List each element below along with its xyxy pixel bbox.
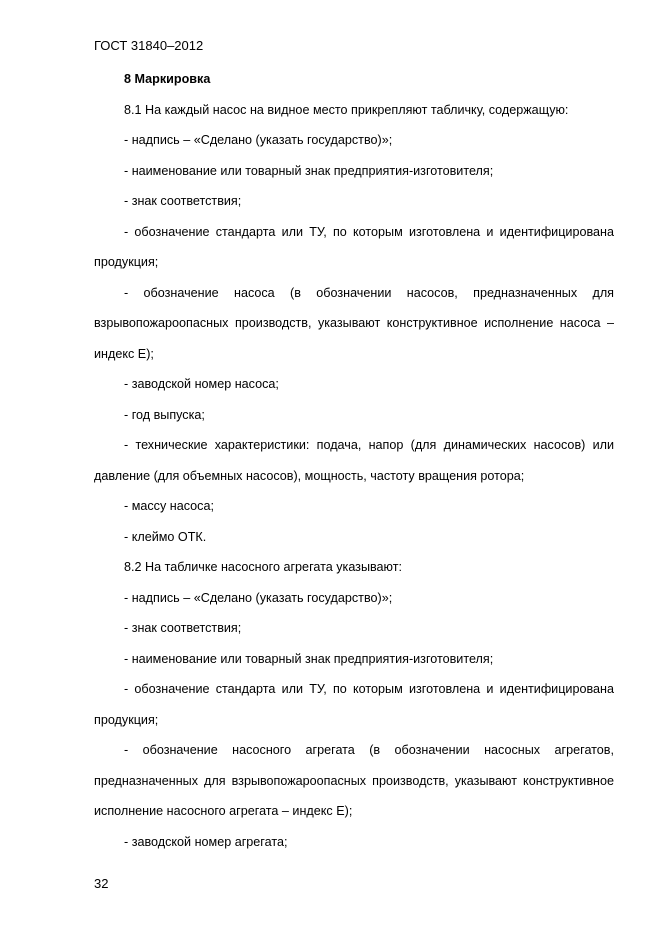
list-item: - массу насоса;	[124, 499, 214, 513]
document-header: ГОСТ 31840–2012	[94, 38, 204, 53]
paragraph: 8.2 На табличке насосного агрегата указывают:	[124, 560, 402, 574]
list-item: - наименование или товарный знак предприятия-изготовителя;	[124, 163, 494, 178]
list-item: - наименование или товарный знак предприятия-изготовителя;	[124, 651, 494, 666]
list-item: - знак соответствия;	[124, 194, 242, 208]
list-item: - технические характеристики: подача, напор (для динамических насосов) или давление (для объемных насосов), мощность, частоту вращения ротора;	[94, 438, 614, 483]
document-body	[94, 64, 614, 857]
list-item: - обозначение насосного агрегата (в обозначении насосных агрегатов, предназначенных для взрывопожароопасных производств, указывают конструктивное исполнение насосного агрегата – индекс Е);	[94, 743, 614, 818]
paragraph: 8.1 На каждый насос на видное место прикрепляют табличку, содержащую:	[124, 102, 569, 117]
list-item: - обозначение насоса (в обозначении насосов, предназначенных для взрывопожароопасных производств, указывают конструктивное исполнение насоса – индекс Е);	[94, 285, 614, 361]
list-item: - знак соответствия;	[124, 621, 242, 635]
list-item: - заводской номер агрегата;	[124, 834, 288, 849]
list-item: - надпись – «Сделано (указать государство)»;	[124, 590, 393, 605]
list-item: - надпись – «Сделано (указать государство)»;	[124, 133, 393, 147]
section-title: 8 Маркировка	[124, 72, 211, 86]
list-item: - клеймо ОТК.	[124, 529, 207, 544]
list-item: - заводской номер насоса;	[124, 377, 279, 391]
list-item: - обозначение стандарта или ТУ, по которым изготовлена и идентифицирована продукция;	[94, 224, 614, 269]
list-item: - обозначение стандарта или ТУ, по которым изготовлена и идентифицирована продукция;	[94, 682, 614, 727]
list-item: - год выпуска;	[124, 407, 205, 422]
page-number: 32	[94, 876, 109, 891]
